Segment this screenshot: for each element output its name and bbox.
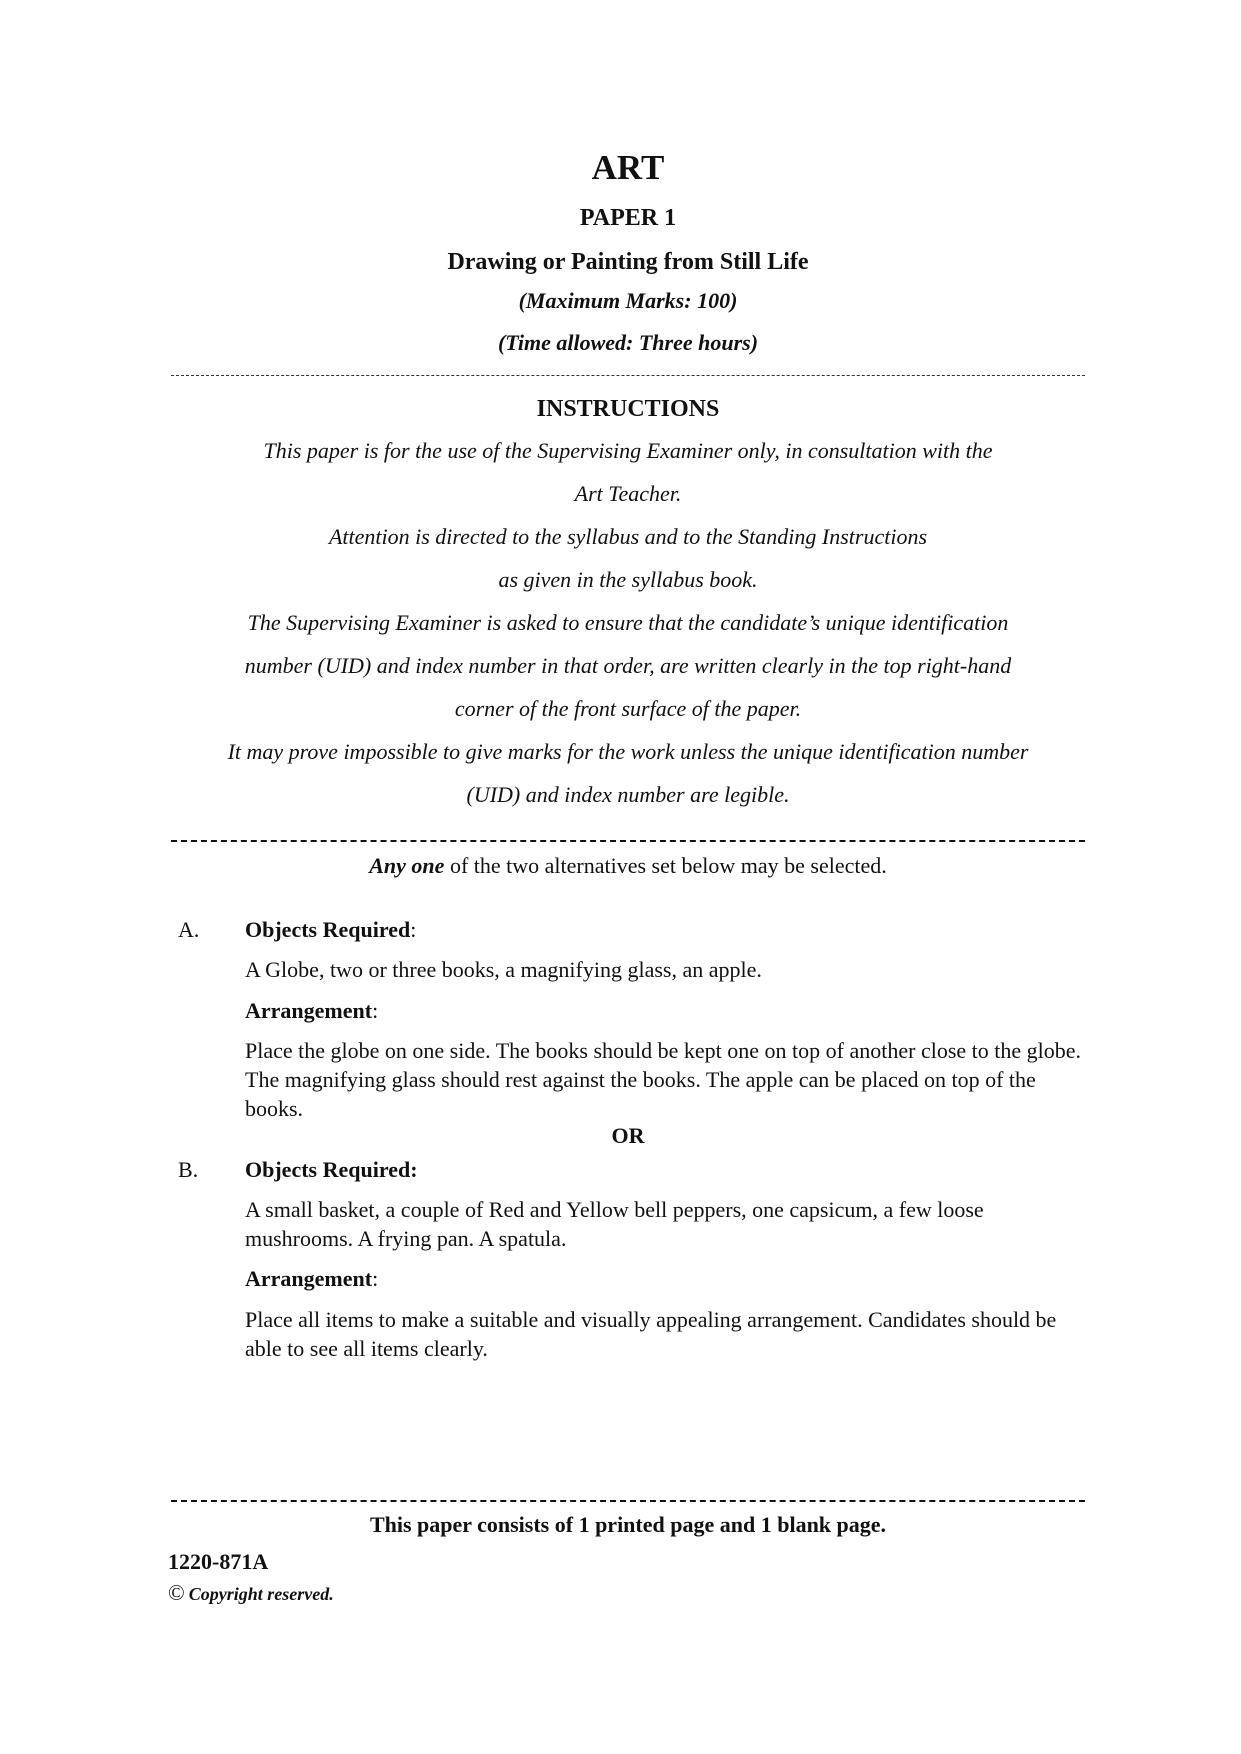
copyright-text: Copyright reserved. xyxy=(188,1584,334,1604)
alternative-b-objects-text: A small basket, a couple of Red and Yellow bell peppers, one capsicum, a few loose mushrooms. A frying pan. A spatula. xyxy=(245,1197,984,1251)
alternative-a-objects-heading xyxy=(245,915,416,945)
paper-number: PAPER 1 xyxy=(579,205,677,231)
copyright-icon: © xyxy=(168,1580,185,1605)
alternative-b-arrangement-heading xyxy=(245,1264,378,1294)
page-count-note: This paper consists of 1 printed page and 1 blank page. xyxy=(369,1512,887,1537)
instruction-line: corner of the front surface of the paper. xyxy=(454,696,802,721)
alternative-a-arrangement-text: Place the globe on one side. The books should be kept one on top of another close to the globe. The magnifying glass should rest against the books. The apple can be placed on top of the books. xyxy=(245,1038,1082,1121)
instruction-line: Attention is directed to the syllabus and to the Standing Instructions xyxy=(328,524,928,549)
paper-subject: Drawing or Painting from Still Life xyxy=(447,249,809,275)
or-separator: OR xyxy=(611,1123,645,1148)
instruction-line: The Supervising Examiner is asked to ensure that the candidate’s unique identification xyxy=(247,610,1009,635)
alternative-a-objects-text: A Globe, two or three books, a magnifying glass, an apple. xyxy=(245,957,762,982)
selection-instruction xyxy=(171,851,1085,881)
alternative-b-objects-heading xyxy=(245,1155,418,1185)
divider-bottom xyxy=(171,1500,1085,1502)
divider-top xyxy=(171,375,1085,376)
alternative-a-arrangement-heading xyxy=(245,996,378,1026)
objects-heading-colon: : xyxy=(410,917,417,942)
paper-title: ART xyxy=(591,148,665,187)
arrangement-heading-text: Arrangement xyxy=(245,1266,373,1291)
alternative-b-arrangement-text: Place all items to make a suitable and visually appealing arrangement. Candidates should be able to see all items clearly. xyxy=(245,1307,1057,1361)
copyright-notice xyxy=(168,1580,334,1607)
instruction-line: It may prove impossible to give marks for the work unless the unique identification number xyxy=(227,739,1029,764)
arrangement-heading-colon: : xyxy=(372,1266,379,1291)
selection-rest: of the two alternatives set below may be selected. xyxy=(444,853,887,878)
instruction-line: This paper is for the use of the Supervising Examiner only, in consultation with the xyxy=(263,438,993,463)
instruction-line: number (UID) and index number in that order, are written clearly in the top right-hand xyxy=(244,653,1012,678)
instruction-line: Art Teacher. xyxy=(574,481,682,506)
arrangement-heading-text: Arrangement xyxy=(245,998,373,1023)
paper-code: 1220-871A xyxy=(168,1549,269,1574)
arrangement-heading-colon: : xyxy=(372,998,379,1023)
alternative-a-label: A. xyxy=(178,917,200,942)
maximum-marks: (Maximum Marks: 100) xyxy=(518,288,738,313)
instruction-line: as given in the syllabus book. xyxy=(498,567,758,592)
alternative-b-label: B. xyxy=(178,1157,199,1182)
objects-heading-text: Objects Required xyxy=(245,917,411,942)
instructions-heading: INSTRUCTIONS xyxy=(536,396,720,422)
time-allowed: (Time allowed: Three hours) xyxy=(497,330,759,355)
instruction-line: (UID) and index number are legible. xyxy=(466,782,790,807)
objects-heading-text: Objects Required: xyxy=(245,1157,418,1182)
divider-middle xyxy=(171,840,1085,842)
selection-emphasis: Any one xyxy=(369,853,445,878)
